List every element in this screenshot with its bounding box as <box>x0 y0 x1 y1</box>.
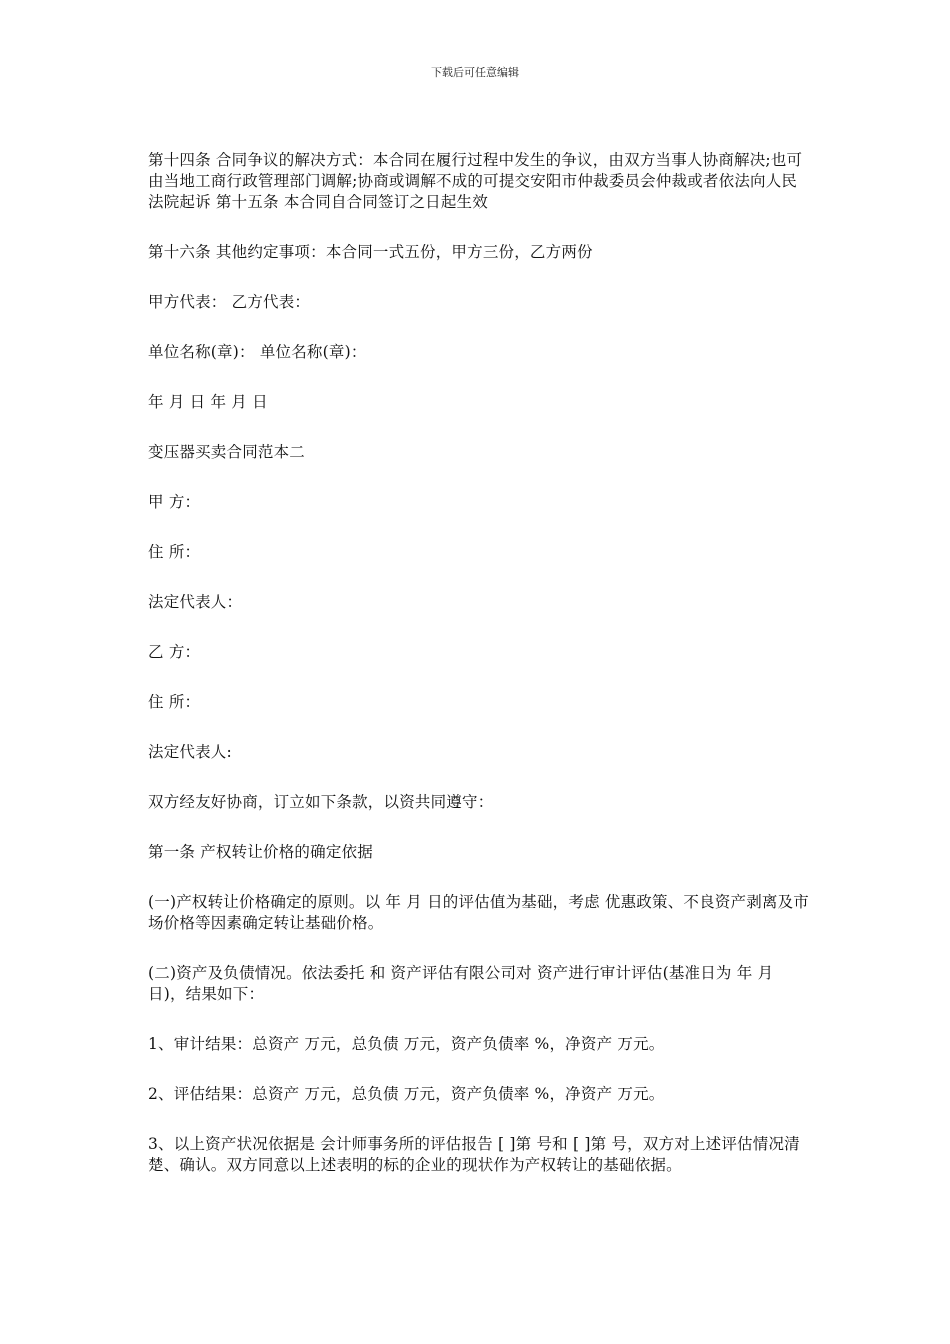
page-header-note: 下载后可任意编辑 <box>431 66 519 79</box>
paragraph-basis-statement: 3、以上资产状况依据是 会计师事务所的评估报告 [ ]第 号和 [ ]第 号，双方对上述评估情况清楚、确认。双方同意以上述表明的标的企业的现状作为产权转让的基础依据。 <box>148 1135 800 1174</box>
paragraph-agreement-intro: 双方经友好协商，订立如下条款，以资共同遵守： <box>148 793 494 811</box>
paragraph-representatives: 甲方代表： 乙方代表： <box>148 293 311 311</box>
paragraph-clause-1-1: (一)产权转让价格确定的原则。以 年 月 日的评估值为基础，考虑 优惠政策、不良资产剥离及市场价格等因素确定转让基础价格。 <box>148 893 810 932</box>
paragraph-party-a: 甲 方： <box>148 493 201 511</box>
paragraph-legal-rep-b: 法定代表人: <box>148 743 232 761</box>
paragraph-audit-result: 1、审计结果：总资产 万元，总负债 万元，资产负债率 %，净资产 万元。 <box>148 1035 665 1053</box>
paragraph-legal-rep-a: 法定代表人： <box>148 593 243 611</box>
paragraph-party-b: 乙 方： <box>148 643 201 661</box>
paragraph-article-14-15: 第十四条 合同争议的解决方式：本合同在履行过程中发生的争议，由双方当事人协商解决;也可由当地工商行政管理部门调解;协商或调解不成的可提交安阳市仲裁委员会仲裁或者依法向人民法院起诉 第十五条 本合同自合同签订之日起生效 <box>148 151 803 211</box>
paragraph-clause-1-2: (二)资产及负债情况。依法委托 和 资产评估有限公司对 资产进行审计评估(基准日为 年 月日)，结果如下： <box>148 964 774 1003</box>
paragraph-dates: 年 月 日 年 月 日 <box>148 393 268 411</box>
paragraph-evaluation-result: 2、评估结果：总资产 万元，总负债 万元，资产负债率 %，净资产 万元。 <box>148 1085 665 1103</box>
paragraph-address-a: 住 所： <box>148 543 201 561</box>
paragraph-contract-title-2: 变压器买卖合同范本二 <box>148 443 306 461</box>
paragraph-unit-names: 单位名称(章)： 单位名称(章)： <box>148 343 367 361</box>
paragraph-article-16: 第十六条 其他约定事项：本合同一式五份，甲方三份，乙方两份 <box>148 243 593 261</box>
document-body <box>146 150 810 1205</box>
paragraph-article-1: 第一条 产权转让价格的确定依据 <box>148 843 373 861</box>
paragraph-address-b: 住 所： <box>148 693 201 711</box>
